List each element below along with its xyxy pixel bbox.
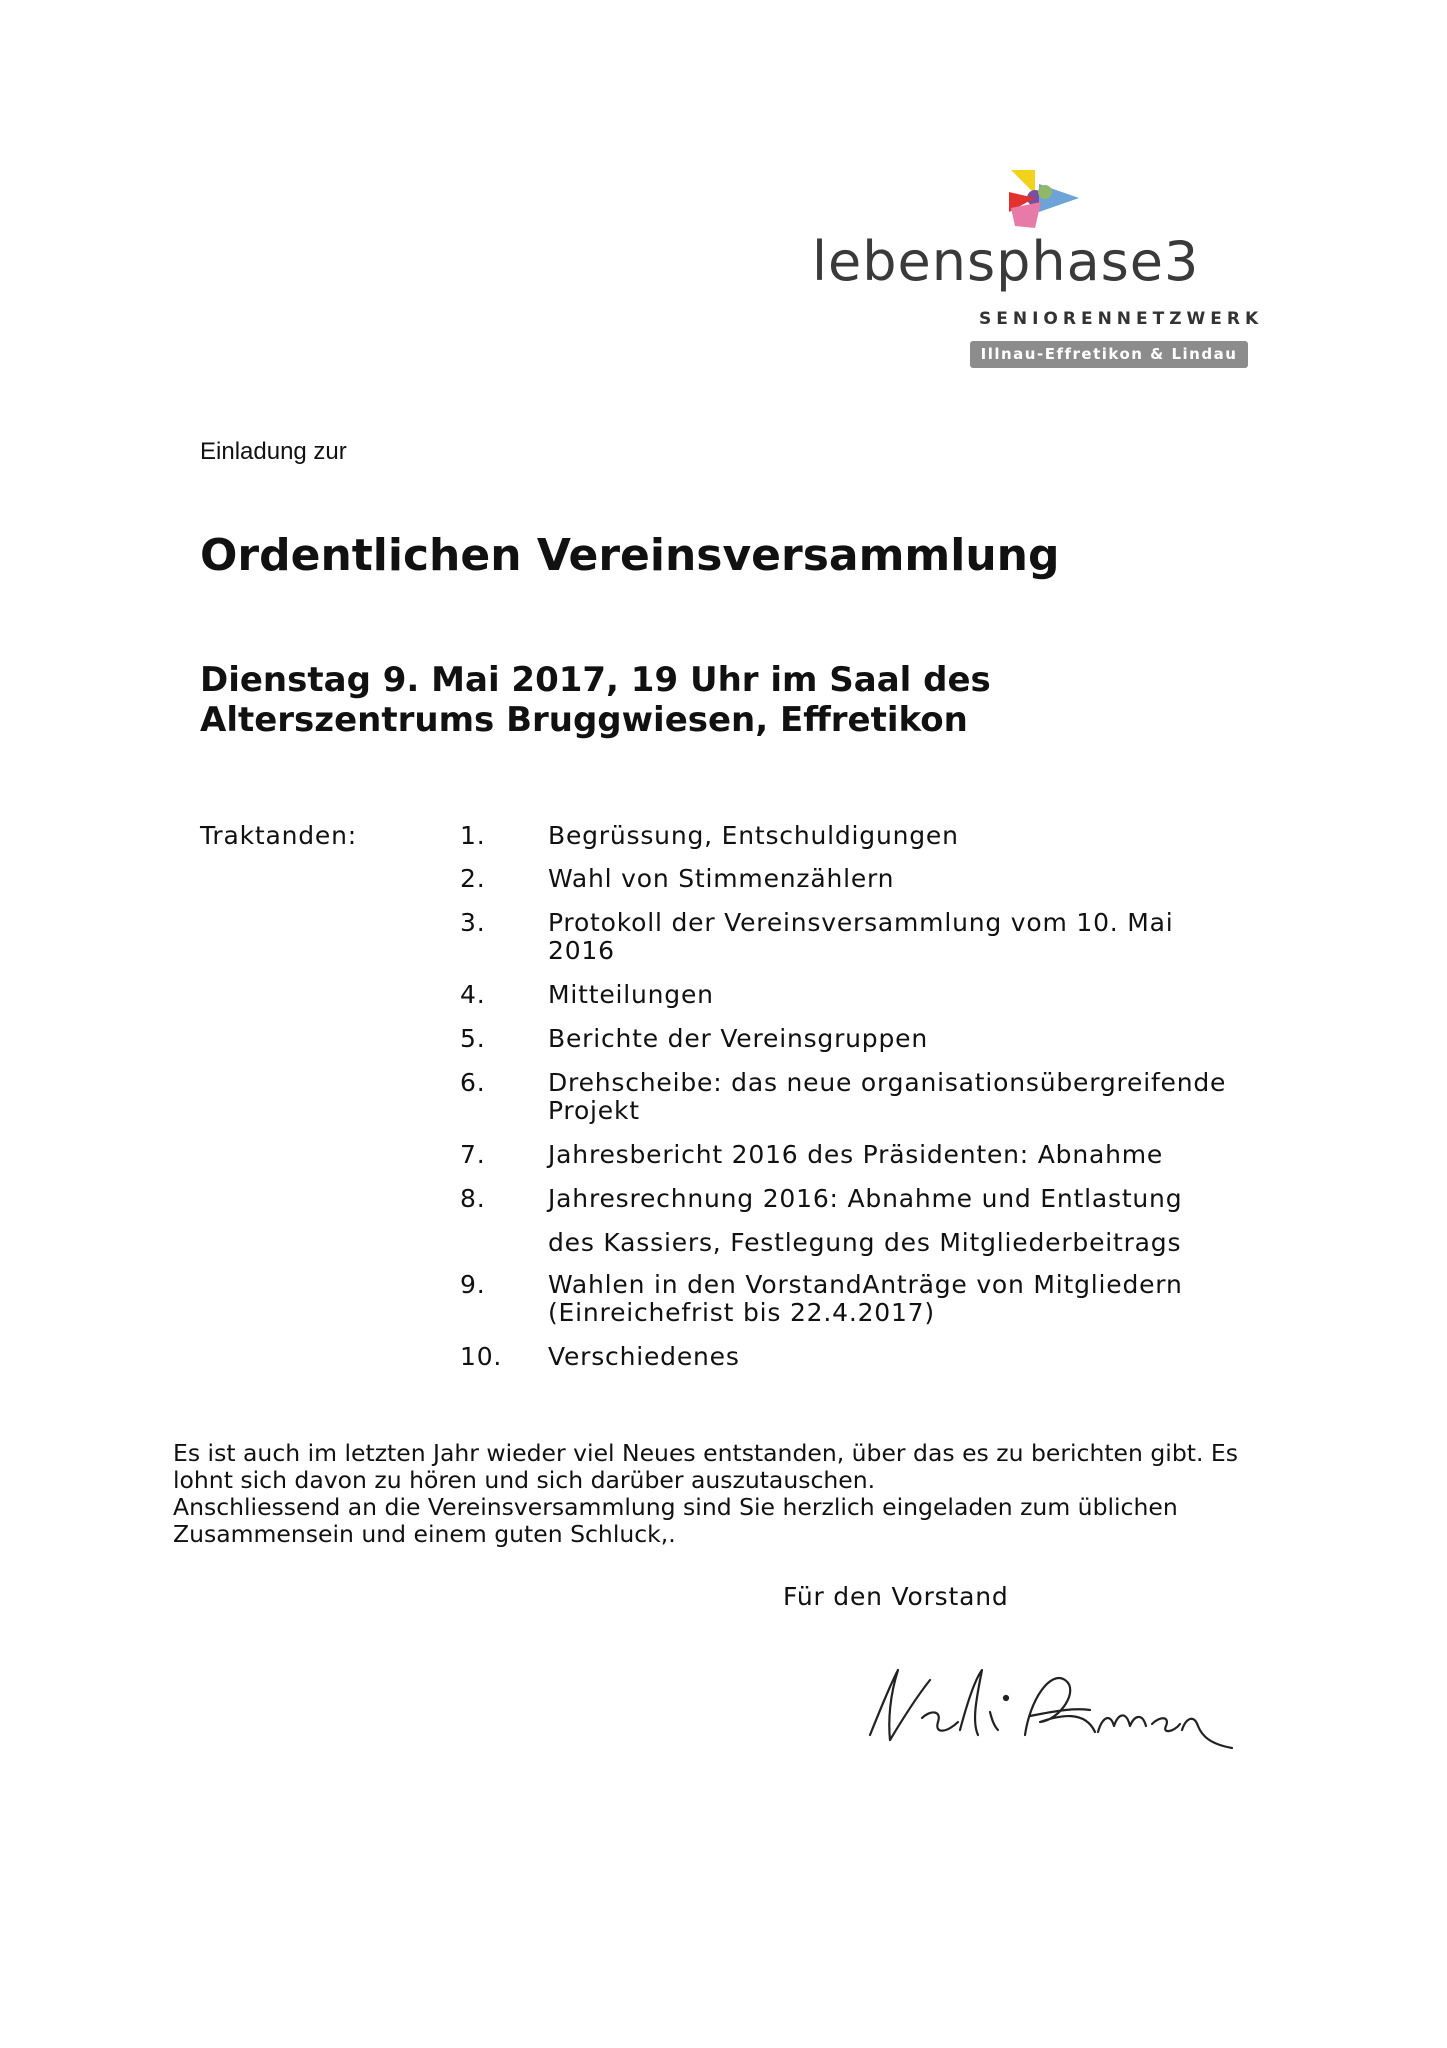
agenda-item-line: Wahlen in den VorstandAnträge von Mitgliedern: [548, 1270, 1183, 1299]
agenda-item-line: Projekt: [548, 1096, 640, 1125]
logo-subtitle: SENIORENNETZWERK: [979, 309, 1264, 329]
agenda-item-line: Jahresrechnung 2016: Abnahme und Entlastung: [548, 1184, 1183, 1213]
signature-icon: [860, 1640, 1250, 1760]
agenda-item-number: 2.: [460, 864, 486, 893]
agenda-item-text: [548, 981, 1268, 1009]
closing-line: Zusammensein und einem guten Schluck,.: [173, 1520, 676, 1548]
agenda-item-number: 10.: [460, 1342, 503, 1371]
agenda-item-line: Verschiedenes: [548, 1342, 740, 1371]
agenda-item-text: [548, 909, 1268, 965]
logo-wordmark: lebensphase3: [812, 230, 1200, 293]
agenda-item-number: 4.: [460, 980, 486, 1009]
event-details-line-1: Dienstag 9. Mai 2017, 19 Uhr im Saal des: [200, 660, 991, 700]
agenda-item-number: 6.: [460, 1068, 486, 1097]
agenda-item-text: [548, 865, 1268, 893]
agenda-item-text: [548, 822, 1268, 850]
agenda-item-line: Jahresbericht 2016 des Präsidenten: Abnahme: [548, 1140, 1164, 1169]
invitation-intro: Einladung zur: [200, 438, 347, 465]
agenda-item-line: 2016: [548, 936, 615, 965]
agenda-item-line: Drehscheibe: das neue organisationsübergreifende: [548, 1068, 1227, 1097]
agenda-item-line: Protokoll der Vereinsversammlung vom 10. Mai: [548, 908, 1174, 937]
closing-line: Es ist auch im letzten Jahr wieder viel Neues entstanden, über das es zu berichten gibt. Es: [173, 1439, 1238, 1467]
agenda-item-number: 5.: [460, 1024, 486, 1053]
agenda-item-text: [548, 1343, 1268, 1371]
agenda-item-text: [548, 1141, 1268, 1169]
closing-paragraph: [173, 1440, 1283, 1548]
agenda-label: Traktanden:: [200, 821, 357, 850]
closing-line: lohnt sich davon zu hören und sich darüber auszutauschen.: [173, 1466, 876, 1494]
agenda-item-text: [548, 1025, 1268, 1053]
agenda-item-number: 3.: [460, 908, 486, 937]
agenda-item-number: 9.: [460, 1270, 486, 1299]
agenda-item-line: (Einreichefrist bis 22.4.2017): [548, 1298, 935, 1327]
agenda-item-text: [548, 1185, 1268, 1257]
agenda-item-line: Mitteilungen: [548, 980, 714, 1009]
agenda-item-line: des Kassiers, Festlegung des Mitgliederbeitrags: [548, 1228, 1182, 1257]
agenda-item-text: [548, 1069, 1268, 1125]
sign-off: Für den Vorstand: [783, 1582, 1009, 1611]
event-details-line-2: Alterszentrums Bruggwiesen, Effretikon: [200, 700, 968, 740]
agenda-item-number: 1.: [460, 821, 486, 850]
agenda-item-line: Begrüssung, Entschuldigungen: [548, 821, 959, 850]
closing-line: Anschliessend an die Vereinsversammlung sind Sie herzlich eingeladen zum üblichen: [173, 1493, 1178, 1521]
agenda-item-number: 7.: [460, 1140, 486, 1169]
logo-region-badge: Illnau-Effretikon & Lindau: [970, 341, 1248, 368]
page-title: Ordentlichen Vereinsversammlung: [200, 530, 1060, 581]
agenda-item-line: Berichte der Vereinsgruppen: [548, 1024, 928, 1053]
agenda-item-number: 8.: [460, 1184, 486, 1213]
agenda-item-text: [548, 1271, 1268, 1327]
agenda-item-line: Wahl von Stimmenzählern: [548, 864, 895, 893]
